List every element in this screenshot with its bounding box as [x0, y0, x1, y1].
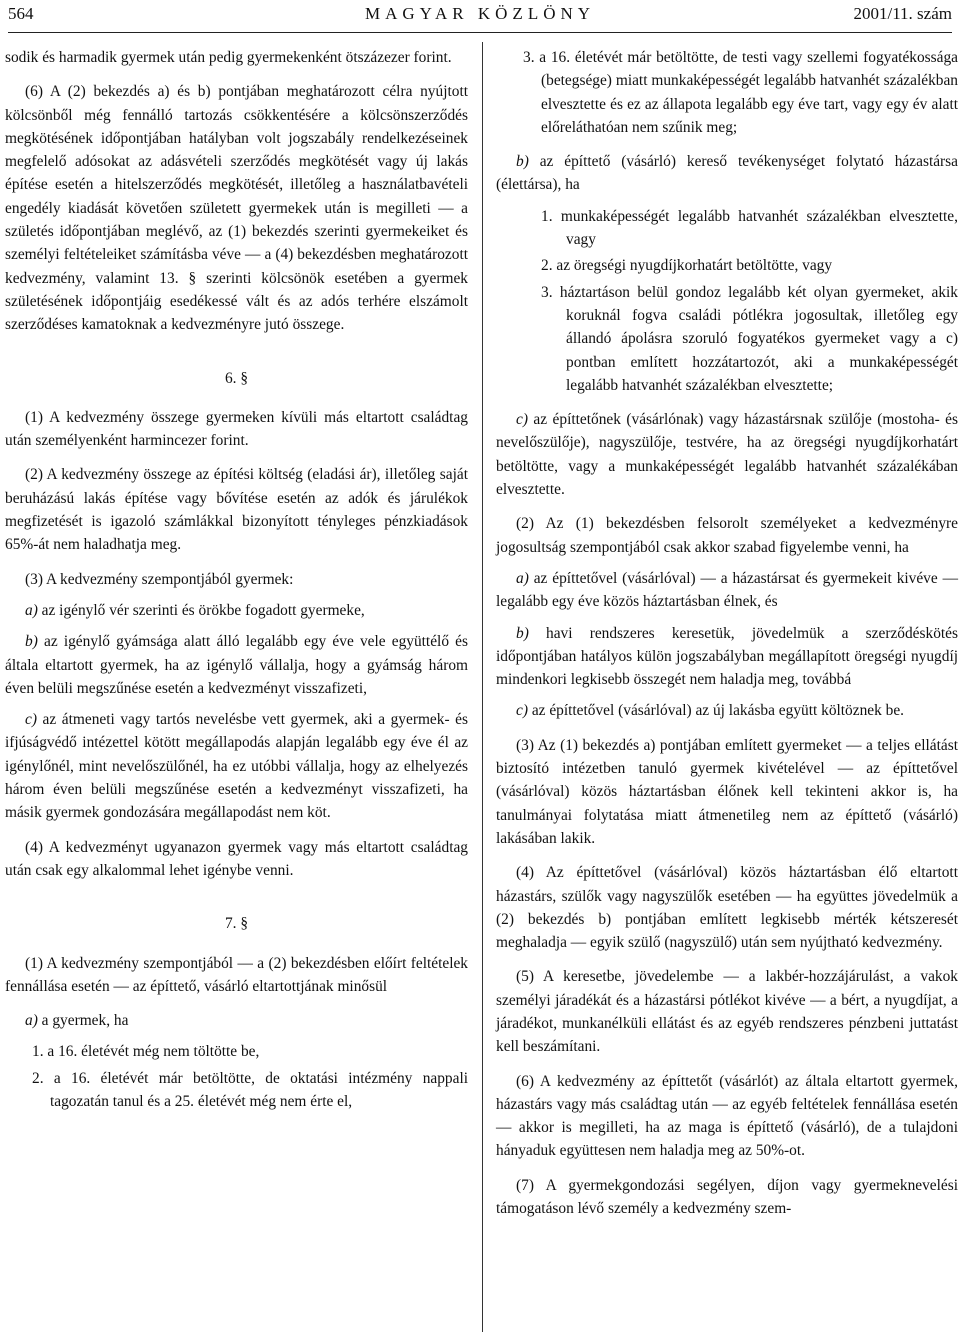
paragraph: (4) A kedvezményt ugyanazon gyermek vagy más eltartott családtag után csak egy alkalommal lehet igénybe venni. — [5, 838, 468, 879]
left-column — [5, 46, 468, 1116]
list-item — [5, 630, 468, 700]
list-item — [5, 599, 468, 622]
section-heading: 6. § — [224, 369, 249, 387]
paragraph: (2) Az (1) bekezdésben felsorolt személyeket a kedvezményre jogosultság szempontjából csak akkor szabad figyelembe venni, ha — [496, 515, 958, 556]
item-text: az igénylő gyámsága alatt álló legalább egy éve vele együttélő és általa eltartott gyermek, ha az igénylő vállalja, hogy a gyámság három éven belüli megszűnése esetén a kedvezményt visszafizeti, — [5, 633, 468, 697]
item-label: c) — [25, 711, 37, 729]
item-label: c) — [516, 411, 528, 429]
list-item — [496, 408, 958, 501]
right-column — [496, 46, 958, 1231]
item-label: b) — [25, 633, 38, 651]
list-item — [496, 699, 958, 722]
paragraph: (1) A kedvezmény szempontjából — a (2) bekezdésben előírt feltételek fennállása esetén — az építtető, vásárló eltartottjának minősül — [5, 954, 468, 995]
numbered-item: 3. háztartáson belül gondoz legalább két olyan gyermeket, akik koruknál fogva családi pótlékra jogosultak, illetőleg egy állandó ápolásra szoruló fogyatékos gyermeket vagy a c) pontban említett hozzátartozót, aki a munkaképességét legalább hatvanhét százalékban elvesztette; — [541, 283, 958, 394]
header-rule — [8, 32, 952, 33]
section-heading: 7. § — [224, 915, 249, 933]
list-item — [5, 1009, 468, 1032]
paragraph: (6) A kedvezmény az építtetőt (vásárlót) az általa eltartott gyermek, házastárs vagy más családtag után — az egyéb feltételek fennállása esetén — akkor is megilleti, ha az maga is építtető (vásárló), de a tulajdoni hányaduk együttesen nem haladja meg az 50%-ot. — [496, 1072, 958, 1160]
item-label: a) — [516, 569, 529, 587]
list-item — [5, 708, 468, 824]
paragraph: (7) A gyermekgondozási segélyen, díjon vagy gyermeknevelési támogatáson lévő személy a kedvezmény szem- — [496, 1176, 958, 1218]
item-label: a) — [25, 1012, 38, 1030]
journal-title: MAGYAR KÖZLÖNY — [364, 4, 596, 23]
paragraph: (4) Az építtetővel (vásárlóval) közös háztartásban élő eltartott házastárs, szülők vagy nagyszülők esetében — ha együttes jövedelmük a (2) bekezdés b) pontjában említett legkisebb mérték kétszeresét meghaladja — egyik szülő (nagyszülő) után sem nyújtható kedvezmény. — [496, 864, 958, 952]
numbered-item: 1. munkaképességét legalább hatvanhét százalékban elvesztette, vagy — [541, 207, 958, 249]
numbered-item: 3. a 16. életévét már betöltötte, de testi vagy szellemi fogyatékossága (betegsége) miatt munkaképességét legalább hatvanhét százalékban elvesztette és ez az állapota legalább egy éve tart, vagy egy év alatt előreláthatóan nem szűnik meg; — [523, 49, 958, 136]
paragraph: (1) A kedvezmény összege gyermeken kívüli más eltartott családtag után személyenként harmincezer forint. — [5, 408, 468, 450]
paragraph: (3) Az (1) bekezdés a) pontjában említett gyermeket — a teljes ellátást biztosító intézetben tanuló gyermek kivételével — az építtetővel (vásárlóval) közös háztartásban élőnek kell tekinteni akkor is, ha tanulmányai folytatása miatt átmenetileg nem az építtető (vásárló) lakásában lakik. — [496, 736, 958, 847]
item-text: az építtetőnek (vásárlónak) vagy házastársnak szülője (mostoha- és nevelőszülője), nagyszülője, testvére, ha az öregségi nyugdíjkorhatárt betöltötte, vagy a munkaképességét legalább hatvanhét százalékában elvesztette. — [496, 411, 958, 499]
item-text: az átmeneti vagy tartós nevelésbe vett gyermek, aki a gyermek- és ifjúságvédő intézettel kötött megállapodás alapján legalább egy éve él az igénylőnél, mint nevelőszülőnél, ha ez utóbbi vállalja, hogy az elhelyezés három éven belüli megszűnése esetén a kedvezményt visszafizeti, ha másik gyermek gondozására megállapodást nem köt. — [5, 711, 468, 822]
page-header — [8, 4, 952, 30]
page-number: 564 — [8, 4, 34, 23]
issue-number: 2001/11. szám — [853, 4, 952, 23]
item-label: a) — [25, 601, 38, 619]
paragraph: sodik és harmadik gyermek után pedig gyermekenként ötszázezer forint. — [5, 49, 452, 66]
item-text: az igénylő vér szerinti és örökbe fogadott gyermeke, — [37, 601, 365, 619]
item-label: b) — [516, 153, 529, 171]
list-item — [496, 150, 958, 197]
item-label: c) — [516, 702, 528, 720]
list-item — [496, 567, 958, 614]
numbered-item: 2. a 16. életévét már betöltötte, de oktatási intézmény nappali tagozatán tanul és a 25. életévét még nem érte el, — [32, 1069, 468, 1110]
item-text: az építtetővel (vásárlóval) az új lakásba együtt költöznek be. — [527, 702, 905, 720]
item-label: b) — [516, 624, 529, 642]
numbered-item: 1. a 16. életévét még nem töltötte be, — [32, 1043, 260, 1061]
item-text: az építtetővel (vásárlóval) — a házastársat és gyermekeit kivéve — legalább egy éve közös háztartásban élnek, és — [496, 569, 958, 611]
paragraph: (2) A kedvezmény összege az építési költség (eladási ár), illetőleg saját beruházású lakás építése vagy bővítése esetén az adók és járulékok megfizetését is igazoló számlákkal bizonyított tényleges pénzkiadások 65%-át nem haladhatja meg. — [5, 466, 468, 554]
item-text: havi rendszeres keresetük, jövedelmük a szerződéskötés időpontjában hatályos külön jogszabályban megállapított öregségi nyugdíj mindenkori legkisebb összegét nem haladja meg, továbbá — [496, 624, 958, 689]
numbered-item: 2. az öregségi nyugdíjkorhatárt betöltötte, vagy — [541, 257, 833, 275]
list-item — [496, 622, 958, 692]
column-divider — [482, 42, 483, 1332]
paragraph: (5) A keresetbe, jövedelembe — a lakbér-hozzájárulást, a vakok személyi járadékát és a házastársi pótlékot kivéve — a bért, a nyugdíjat, a járadékot, munkanélküli ellátást és az egyéb rendszeres pénzbeni juttatást kell beszámítani. — [496, 968, 958, 1056]
item-text: a gyermek, ha — [37, 1012, 129, 1030]
paragraph: (3) A kedvezmény szempontjából gyermek: — [25, 570, 294, 588]
item-text: az építtető (vásárló) kereső tevékenységet folytató házastársa (élettársa), ha — [496, 153, 958, 194]
paragraph: (6) A (2) bekezdés a) és b) pontjában meghatározott célra nyújtott kölcsönből még fennálló tartozás csökkentésére a kölcsönszerződés megkötésének időpontjában hatályban volt jogszabály rendelkezéseinek megfelelő adósokat az adásvételi szerződés megkötését vagy új lakás építése esetén a hitelszerződés megkötését, illetőleg a használatbavételi engedély kiadását követően született gyermekek után is megilleti — a születés időpontjában meglévő, az (1) bekezdés szerinti gyermekeiket és személyi feltételeiket számításba véve — a (4) bekezdésben meghatározott kedvezmény, valamint 13. § szerinti kölcsönök esetében a gyermek születésének időpontjáig esedékessé vált és az adós terhére elszámolt szerződéses kamatoknak a kedvezményre jutó összege. — [5, 83, 468, 334]
